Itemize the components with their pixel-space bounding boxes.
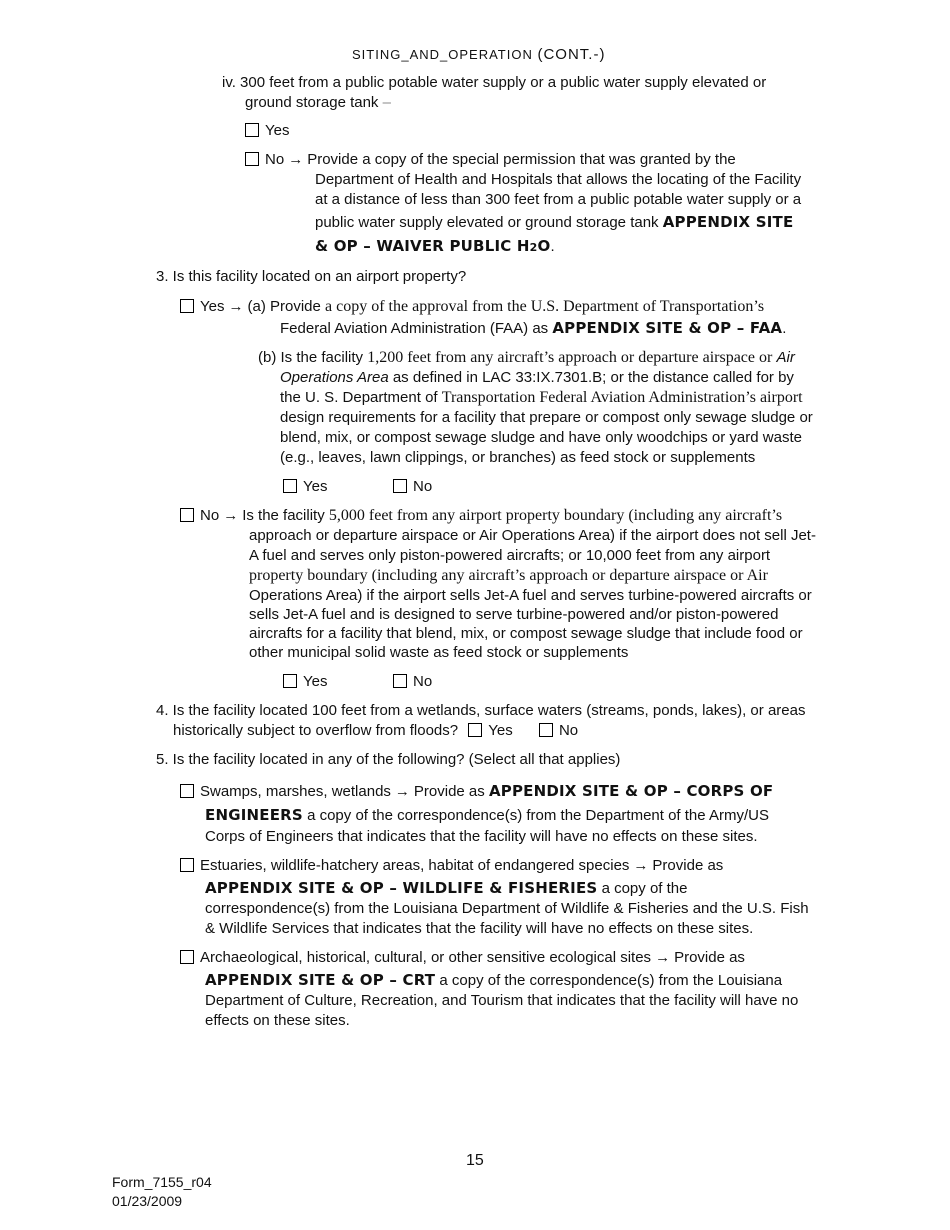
q3-yes-label: Yes — [200, 298, 225, 315]
q3-question: 3. Is this facility located on an airport property? — [156, 268, 467, 285]
q3-no-line1-b: 5,000 feet from any airport property boundary (including any aircraft’s — [328, 507, 783, 524]
q5-estuaries-text-2: correspondence(s) from the Louisiana Department of Wildlife & Fisheries and the U.S. Fish — [205, 900, 809, 917]
q5-estuaries-text-3: & Wildlife Services that indicates that the facility will have no effects on these sites. — [205, 920, 754, 937]
q3-no-line4: property boundary (including any aircraft’s approach or departure airspace or Air — [249, 567, 768, 584]
arrow-right-icon: → — [655, 949, 671, 966]
q3-yes-option — [180, 297, 764, 317]
iv-appendix-line2 — [315, 236, 555, 258]
q4-yes-checkbox[interactable] — [468, 723, 482, 737]
q3-no-label: No — [200, 507, 220, 524]
q5-arch-label: Archaeological, historical, cultural, or other sensitive ecological sites — [200, 949, 652, 966]
q5-estuaries-checkbox[interactable] — [180, 858, 194, 872]
q3-b-line5: blend, mix, or compost sewage sludge and have only woodchips or yard waste — [280, 429, 802, 446]
q5-swamps-label: Swamps, marshes, wetlands — [200, 783, 391, 800]
arrow-right-icon: → — [223, 507, 239, 524]
q3-a-line2 — [280, 318, 786, 339]
q3-b-line6: (e.g., leaves, lawn clippings, or branches) as feed stock or supplements — [280, 449, 756, 466]
q3-a-label: (a) Provide — [247, 298, 321, 315]
q3-b-line1 — [258, 348, 795, 368]
q3-no-no-label: No — [413, 673, 433, 690]
q3-b-no-label: No — [413, 478, 433, 495]
iv-no-text-2: Department of Health and Hospitals that allows the locating of the Facility — [315, 171, 802, 188]
q3-no-option — [180, 506, 782, 526]
q5-swamps-appendix-1: APPENDIX SITE & OP – CORPS OF — [488, 782, 774, 800]
q3-b-line2-it: Operations Area — [280, 369, 389, 386]
q5-arch-option — [180, 948, 745, 968]
iv-no-label: No — [265, 151, 285, 168]
q5-estuaries-text-1: a copy of the — [601, 880, 688, 897]
iv-no-text-4: public water supply elevated or ground storage tank — [315, 214, 659, 231]
iv-no-text-3: at a distance of less than 300 feet from a public potable water supply or a — [315, 191, 802, 208]
q3-b-yes-option — [283, 477, 327, 497]
q3-yes-checkbox[interactable] — [180, 299, 194, 313]
q3-no-line6: sells Jet-A fuel and is designed to serve turbine-powered and/or piston-powered — [249, 606, 779, 623]
q3-b-line1-a: (b) Is the facility — [258, 349, 364, 366]
header-cont: (CONT.-) — [537, 46, 606, 63]
iv-appendix-1: APPENDIX SITE — [662, 213, 794, 231]
q5-estuaries-provide: Provide as — [652, 857, 724, 874]
iv-period: . — [550, 238, 555, 255]
q3-a-serif: a copy of the approval from the U.S. Department of Transportation’s — [325, 298, 765, 315]
q5-arch-text-1: a copy of the correspondence(s) from the Louisiana — [439, 972, 783, 989]
q5-swamps-line2 — [205, 805, 769, 826]
q4-no-checkbox[interactable] — [539, 723, 553, 737]
q3-b-line3-b: Transportation Federal Aviation Administration’s airport — [441, 389, 803, 406]
arrow-right-icon: → — [633, 857, 649, 874]
iv-appendix-sub: 2 — [529, 241, 538, 254]
q3-a-appendix: APPENDIX SITE & OP – FAA — [552, 319, 783, 337]
iv-yes-checkbox[interactable] — [245, 123, 259, 137]
header-title: SITING_AND_OPERATION — [352, 47, 533, 62]
q5-arch-text-2: Department of Culture, Recreation, and Tourism that indicates that the facility will have no — [205, 992, 799, 1009]
q3-no-checkbox[interactable] — [180, 508, 194, 522]
q4-line2-text: historically subject to overflow from floods? — [173, 722, 459, 739]
q3-b-line3 — [280, 388, 803, 408]
q3-b-yes-label: Yes — [303, 478, 328, 495]
q3-no-line7: aircrafts for a facility that blend, mix, or compost sewage sludge that include food or — [249, 625, 803, 642]
q3-no-line5: Operations Area) if the airport sells Jet-A fuel and serves turbine-powered aircrafts or — [249, 587, 812, 604]
iv-line1: iv. 300 feet from a public potable water supply or a public water supply elevated or — [222, 74, 767, 91]
form-number: Form_7155_r04 — [112, 1174, 212, 1190]
q3-b-line1-b: 1,200 feet from any aircraft’s approach or departure airspace or — [367, 349, 773, 366]
iv-no-text-4-line — [315, 212, 793, 233]
q3-b-line2-text: as defined in LAC 33:IX.7301.B; or the distance called for by — [392, 369, 794, 386]
q3-b-no-option — [393, 477, 432, 497]
q3-b-no-checkbox[interactable] — [393, 479, 407, 493]
arrow-right-icon: → — [394, 783, 410, 800]
iv-line2-text: ground storage tank — [245, 94, 379, 111]
q5-swamps-text-2: Corps of Engineers that indicates that the facility will have no effects on these sites. — [205, 828, 758, 845]
q4-no-label: No — [558, 722, 579, 739]
q5-arch-text-3: effects on these sites. — [205, 1012, 350, 1029]
q3-b-line1-c: Air — [776, 349, 795, 366]
q3-no-yes-label: Yes — [303, 673, 328, 690]
q3-no-line8: other municipal solid waste as feed stock or supplements — [249, 644, 629, 661]
iv-yes-option — [245, 121, 289, 141]
q5-estuaries-option — [180, 856, 723, 876]
q5-swamps-appendix-2: ENGINEERS — [205, 806, 303, 824]
q5-arch-checkbox[interactable] — [180, 950, 194, 964]
page-header — [352, 45, 605, 65]
q5-arch-provide: Provide as — [674, 949, 745, 966]
q5-arch-line2 — [205, 970, 782, 991]
q3-no-yes-checkbox[interactable] — [283, 674, 297, 688]
iv-dash: – — [382, 94, 391, 111]
iv-no-option — [245, 150, 736, 170]
q3-b-line3-a: the U. S. Department of — [280, 389, 438, 406]
q4-line2 — [173, 721, 578, 741]
q3-no-line1-a: Is the facility — [242, 507, 325, 524]
q3-no-line2: approach or departure airspace or Air Operations Area) if the airport does not sell Jet- — [249, 527, 816, 544]
q4-yes-label: Yes — [488, 722, 513, 739]
q3-no-line3: A fuel and serves only piston-powered aircrafts; or 10,000 feet from any airport — [249, 547, 771, 564]
q5-swamps-text-1: a copy of the correspondence(s) from the Department of the Army/US — [307, 807, 769, 824]
iv-appendix-2: & OP – WAIVER PUBLIC H — [315, 237, 530, 255]
q5-estuaries-line2 — [205, 878, 687, 899]
page-number: 15 — [466, 1152, 484, 1169]
q3-b-line4: design requirements for a facility that prepare or compost only sewage sludge or — [280, 409, 813, 426]
q5-arch-appendix: APPENDIX SITE & OP – CRT — [205, 971, 436, 989]
iv-no-checkbox[interactable] — [245, 152, 259, 166]
q3-no-no-checkbox[interactable] — [393, 674, 407, 688]
q3-a-line2-text: Federal Aviation Administration (FAA) as — [280, 320, 549, 337]
q3-no-yes-option — [283, 672, 327, 692]
form-date: 01/23/2009 — [112, 1193, 183, 1209]
arrow-right-icon: → — [228, 298, 244, 315]
q4-line1: 4. Is the facility located 100 feet from a wetlands, surface waters (streams, ponds, lakes), or areas — [156, 702, 806, 719]
q3-b-yes-checkbox[interactable] — [283, 479, 297, 493]
q5-estuaries-label: Estuaries, wildlife-hatchery areas, habitat of endangered species — [200, 857, 630, 874]
q5-swamps-option — [180, 781, 773, 802]
iv-line2 — [245, 93, 391, 113]
q3-b-line2 — [280, 368, 794, 388]
arrow-right-icon: → — [288, 151, 304, 168]
q3-no-no-option — [393, 672, 432, 692]
q3-a-period: . — [782, 320, 787, 337]
q5-swamps-checkbox[interactable] — [180, 784, 194, 798]
iv-yes-label: Yes — [265, 122, 290, 139]
q5-question: 5. Is the facility located in any of the following? (Select all that applies) — [156, 751, 621, 768]
iv-appendix-end: O — [537, 237, 551, 255]
iv-no-text-1: Provide a copy of the special permission that was granted by the — [307, 151, 736, 168]
q5-swamps-provide: Provide as — [413, 783, 485, 800]
q5-estuaries-appendix: APPENDIX SITE & OP – WILDLIFE & FISHERIES — [205, 879, 598, 897]
